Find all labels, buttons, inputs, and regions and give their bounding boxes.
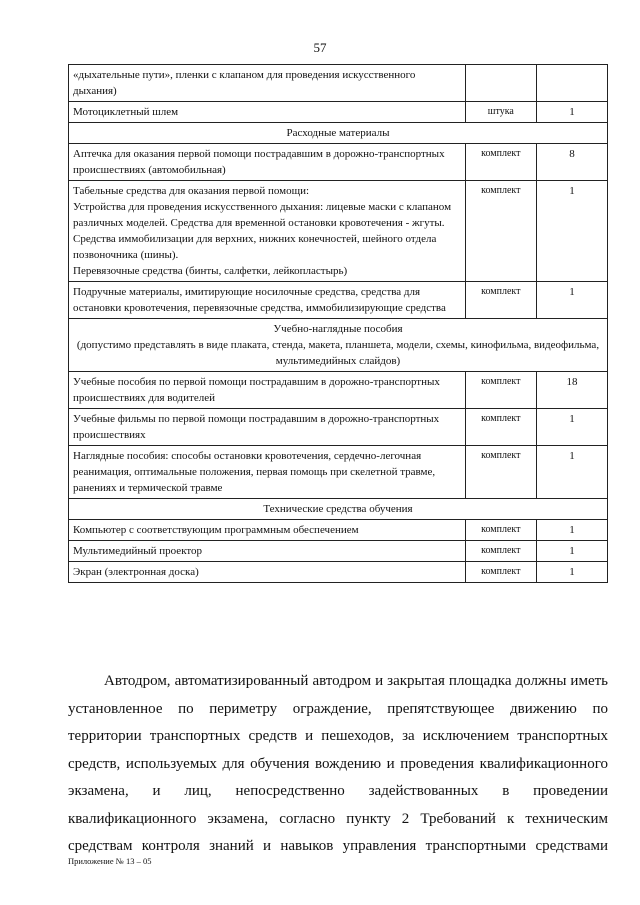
footer-attachment-label: Приложение № 13 – 05: [68, 856, 152, 866]
table-row: [69, 541, 608, 562]
item-unit: комплект: [465, 181, 536, 282]
item-name: Экран (электронная доска): [69, 562, 466, 583]
item-quantity: 1: [536, 520, 607, 541]
item-unit: комплект: [465, 372, 536, 409]
item-unit: комплект: [465, 409, 536, 446]
table-row: [69, 65, 608, 102]
item-unit: комплект: [465, 541, 536, 562]
item-quantity: 1: [536, 562, 607, 583]
table-row: [69, 446, 608, 499]
item-quantity: 1: [536, 181, 607, 282]
item-quantity: 1: [536, 102, 607, 123]
item-quantity: 8: [536, 144, 607, 181]
item-unit: комплект: [465, 446, 536, 499]
table-row: [69, 372, 608, 409]
item-quantity: [536, 65, 607, 102]
item-unit: комплект: [465, 520, 536, 541]
item-unit: штука: [465, 102, 536, 123]
item-name: Аптечка для оказания первой помощи пострадавшим в дорожно-транспортных происшествиях (автомобильная): [69, 144, 466, 181]
item-unit: комплект: [465, 562, 536, 583]
item-name: Мотоциклетный шлем: [69, 102, 466, 123]
item-name: Подручные материалы, имитирующие носилочные средства, средства для остановки кровотечения, перевязочные средства, иммобилизирующие средства: [69, 282, 466, 319]
item-name: Учебные фильмы по первой помощи пострадавшим в дорожно-транспортных происшествиях: [69, 409, 466, 446]
item-name: Табельные средства для оказания первой помощи: Устройства для проведения искусственного дыхания: лицевые маски с клапаном различных моделей. Средства для временной остановки кровотечения - жгуты. Средства иммобилизации для верхних, нижних конечностей, шейного отдела позвоночника (шины). Перевязочные средства (бинты, салфетки, лейкопластырь): [69, 181, 466, 282]
table-row: [69, 102, 608, 123]
body-text: [68, 668, 608, 861]
item-quantity: 1: [536, 282, 607, 319]
page-number: 57: [313, 40, 327, 55]
table-row: [69, 181, 608, 282]
table-section-row: [69, 319, 608, 372]
section-title: Технические средства обучения: [69, 499, 608, 520]
item-name: Мультимедийный проектор: [69, 541, 466, 562]
item-unit: [465, 65, 536, 102]
table-section-row: [69, 499, 608, 520]
equipment-table: [68, 64, 608, 583]
item-unit: комплект: [465, 144, 536, 181]
table-row: [69, 144, 608, 181]
table-section-row: [69, 123, 608, 144]
item-quantity: 1: [536, 446, 607, 499]
table-row: [69, 409, 608, 446]
item-quantity: 1: [536, 409, 607, 446]
table-row: [69, 562, 608, 583]
item-name: «дыхательные пути», пленки с клапаном для проведения искусственного дыхания): [69, 65, 466, 102]
table-row: [69, 282, 608, 319]
item-name: Наглядные пособия: способы остановки кровотечения, сердечно-легочная реанимация, оптимальные положения, первая помощь при скелетной травме, ранениях и термической травме: [69, 446, 466, 499]
item-quantity: 1: [536, 541, 607, 562]
item-unit: комплект: [465, 282, 536, 319]
equipment-table-body: [69, 65, 608, 583]
body-paragraph: Автодром, автоматизированный автодром и закрытая площадка должны иметь установленное по периметру ограждение, препятствующее движению по территории транспортных средств и пешеходов, за исключением транспортных средств, используемых для обучения вождению и проведения квалификационного экзамена, и лиц, непосредственно задействованных в проведении квалификационного экзамена, согласно пункту 2 Требований к техническим средствам контроля знаний и навыков управления транспортными средствами: [68, 673, 608, 854]
section-title: Учебно-наглядные пособия (допустимо представлять в виде плаката, стенда, макета, планшета, модели, схемы, кинофильма, видеофильма, мультимедийных слайдов): [69, 319, 608, 372]
table-row: [69, 520, 608, 541]
item-name: Учебные пособия по первой помощи пострадавшим в дорожно-транспортных происшествиях для водителей: [69, 372, 466, 409]
item-quantity: 18: [536, 372, 607, 409]
section-title: Расходные материалы: [69, 123, 608, 144]
item-name: Компьютер с соответствующим программным обеспечением: [69, 520, 466, 541]
